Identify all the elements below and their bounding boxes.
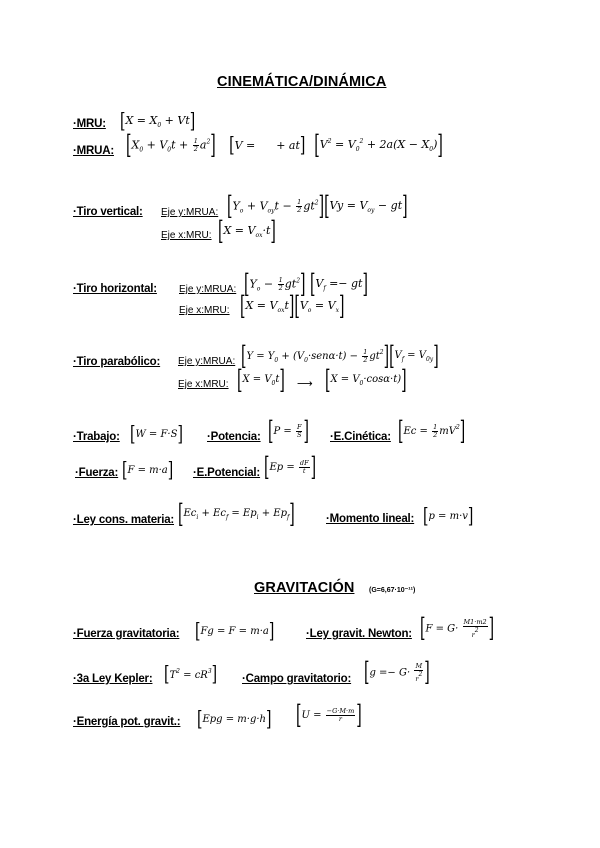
label-tiro-horizontal: ·Tiro horizontal: — [73, 283, 157, 295]
g-constant: (G=6,67·10⁻¹¹) — [369, 587, 416, 594]
formula-energia-u: [U = $\frac{-G\cdot M\cdot m}{r}$ ] — [296, 700, 362, 731]
formula-fuerza: [F = m·a] — [122, 459, 174, 483]
label-campo: ·Campo gravitatorio: — [242, 673, 352, 685]
arrow-icon: ⟶ — [297, 377, 313, 390]
label-tiro-vertical: ·Tiro vertical: — [73, 206, 143, 218]
label-mru: ·MRU: — [73, 118, 106, 130]
sublabel-eje-x: Eje x:MRU: — [161, 230, 212, 241]
page-title: CINEMÁTICA/DINÁMICA — [217, 74, 387, 90]
label-momento: ·Momento lineal: — [326, 513, 415, 525]
formula-tv-y: [$Y_o + V_{oy}t$ − $\frac{1}{2}$ $gt^2][Vy = V_{oy} - gt]$ — [227, 191, 408, 222]
formula-momento: [p = m·v] — [423, 505, 474, 529]
label-fuerza: ·Fuerza: — [75, 467, 119, 479]
formula-tv-x: $[X = V_{ox}\cdot t]$ — [218, 216, 276, 247]
formula-ecinetica: [Ec = $\frac{1}{2}$ $mV^2$] — [398, 416, 466, 447]
label-mrua: ·MRUA: — [73, 145, 114, 157]
sublabel-eje-y: Eje y:MRUA: — [178, 356, 236, 367]
formula-potencia: [P = $\frac{F}{S}$ ] — [268, 416, 309, 447]
formula-mrua: [$X_0 + V_0t$ + $\frac{1}{2}$ $a^2$] [V = + at] $[V^2 = V_0^2 + 2a(X - X_0)]$ — [126, 130, 443, 161]
label-epotencial: ·E.Potencial: — [193, 467, 261, 479]
label-energia-pot: ·Energía pot. gravit.: — [73, 716, 181, 728]
label-kepler: ·3a Ley Kepler: — [73, 673, 153, 685]
formula-tp-x: $[X = V_0t]$ — [237, 365, 285, 396]
formula-kepler: $[T^2 = cR^3]$ — [164, 663, 218, 687]
formula-th-y: [$Y_o$ − $\frac{1}{2}$ $gt^2$] $[V_f =- gt]$ — [244, 269, 368, 300]
formula-trabajo: [W = F·S] — [130, 423, 183, 447]
label-fuerza-grav: ·Fuerza gravitatoria: — [73, 628, 180, 640]
formula-mru: $[X = X_0 + Vt]$ — [120, 110, 196, 134]
label-ley-newton: ·Ley gravit. Newton: — [306, 628, 412, 640]
formula-tp-y: [$Y = Y_0 + (V_0\cdot sen\alpha\cdot t)$ − $\frac{1}{2}$ $gt^2][V_f = V_{0y}]$ — [241, 341, 439, 372]
formula-fuerza-grav: [Fg = F = m·a] — [195, 620, 275, 644]
formula-ley-materia: $[Ec_i + Ec_f = Ep_i + Ep_f]$ — [178, 499, 295, 530]
label-ecinetica: ·E.Cinética: — [330, 431, 391, 443]
sublabel-eje-x: Eje x:MRU: — [179, 305, 230, 316]
label-tiro-parabolico: ·Tiro parabólico: — [73, 356, 161, 368]
sublabel-eje-x: Eje x:MRU: — [178, 379, 229, 390]
label-trabajo: ·Trabajo: — [73, 431, 120, 443]
formula-ley-newton: [F = G· $\frac{M1\cdot m2}{r^2}$ ] — [420, 613, 495, 645]
formula-energia-pot: [Epg = m·g·h] — [197, 708, 272, 732]
label-potencia: ·Potencia: — [207, 431, 261, 443]
sublabel-eje-y: Eje y:MRUA: — [161, 207, 219, 218]
label-ley-materia: ·Ley cons. materia: — [73, 514, 175, 526]
formula-campo: [g =− G· $\frac{M}{r^2}$ ] — [364, 657, 430, 689]
formula-tp-x2: $[X = V_0\cdot\cos\alpha\cdot t)$] — [325, 365, 407, 396]
section-title-gravitacion: GRAVITACIÓN — [254, 580, 355, 596]
sublabel-eje-y: Eje y:MRUA: — [179, 284, 237, 295]
formula-th-x: $[X = V_{ox}t][V_o = V_x]$ — [240, 291, 345, 322]
formula-epotencial: [Ep = $\frac{dF}{t}$ ] — [264, 452, 317, 483]
